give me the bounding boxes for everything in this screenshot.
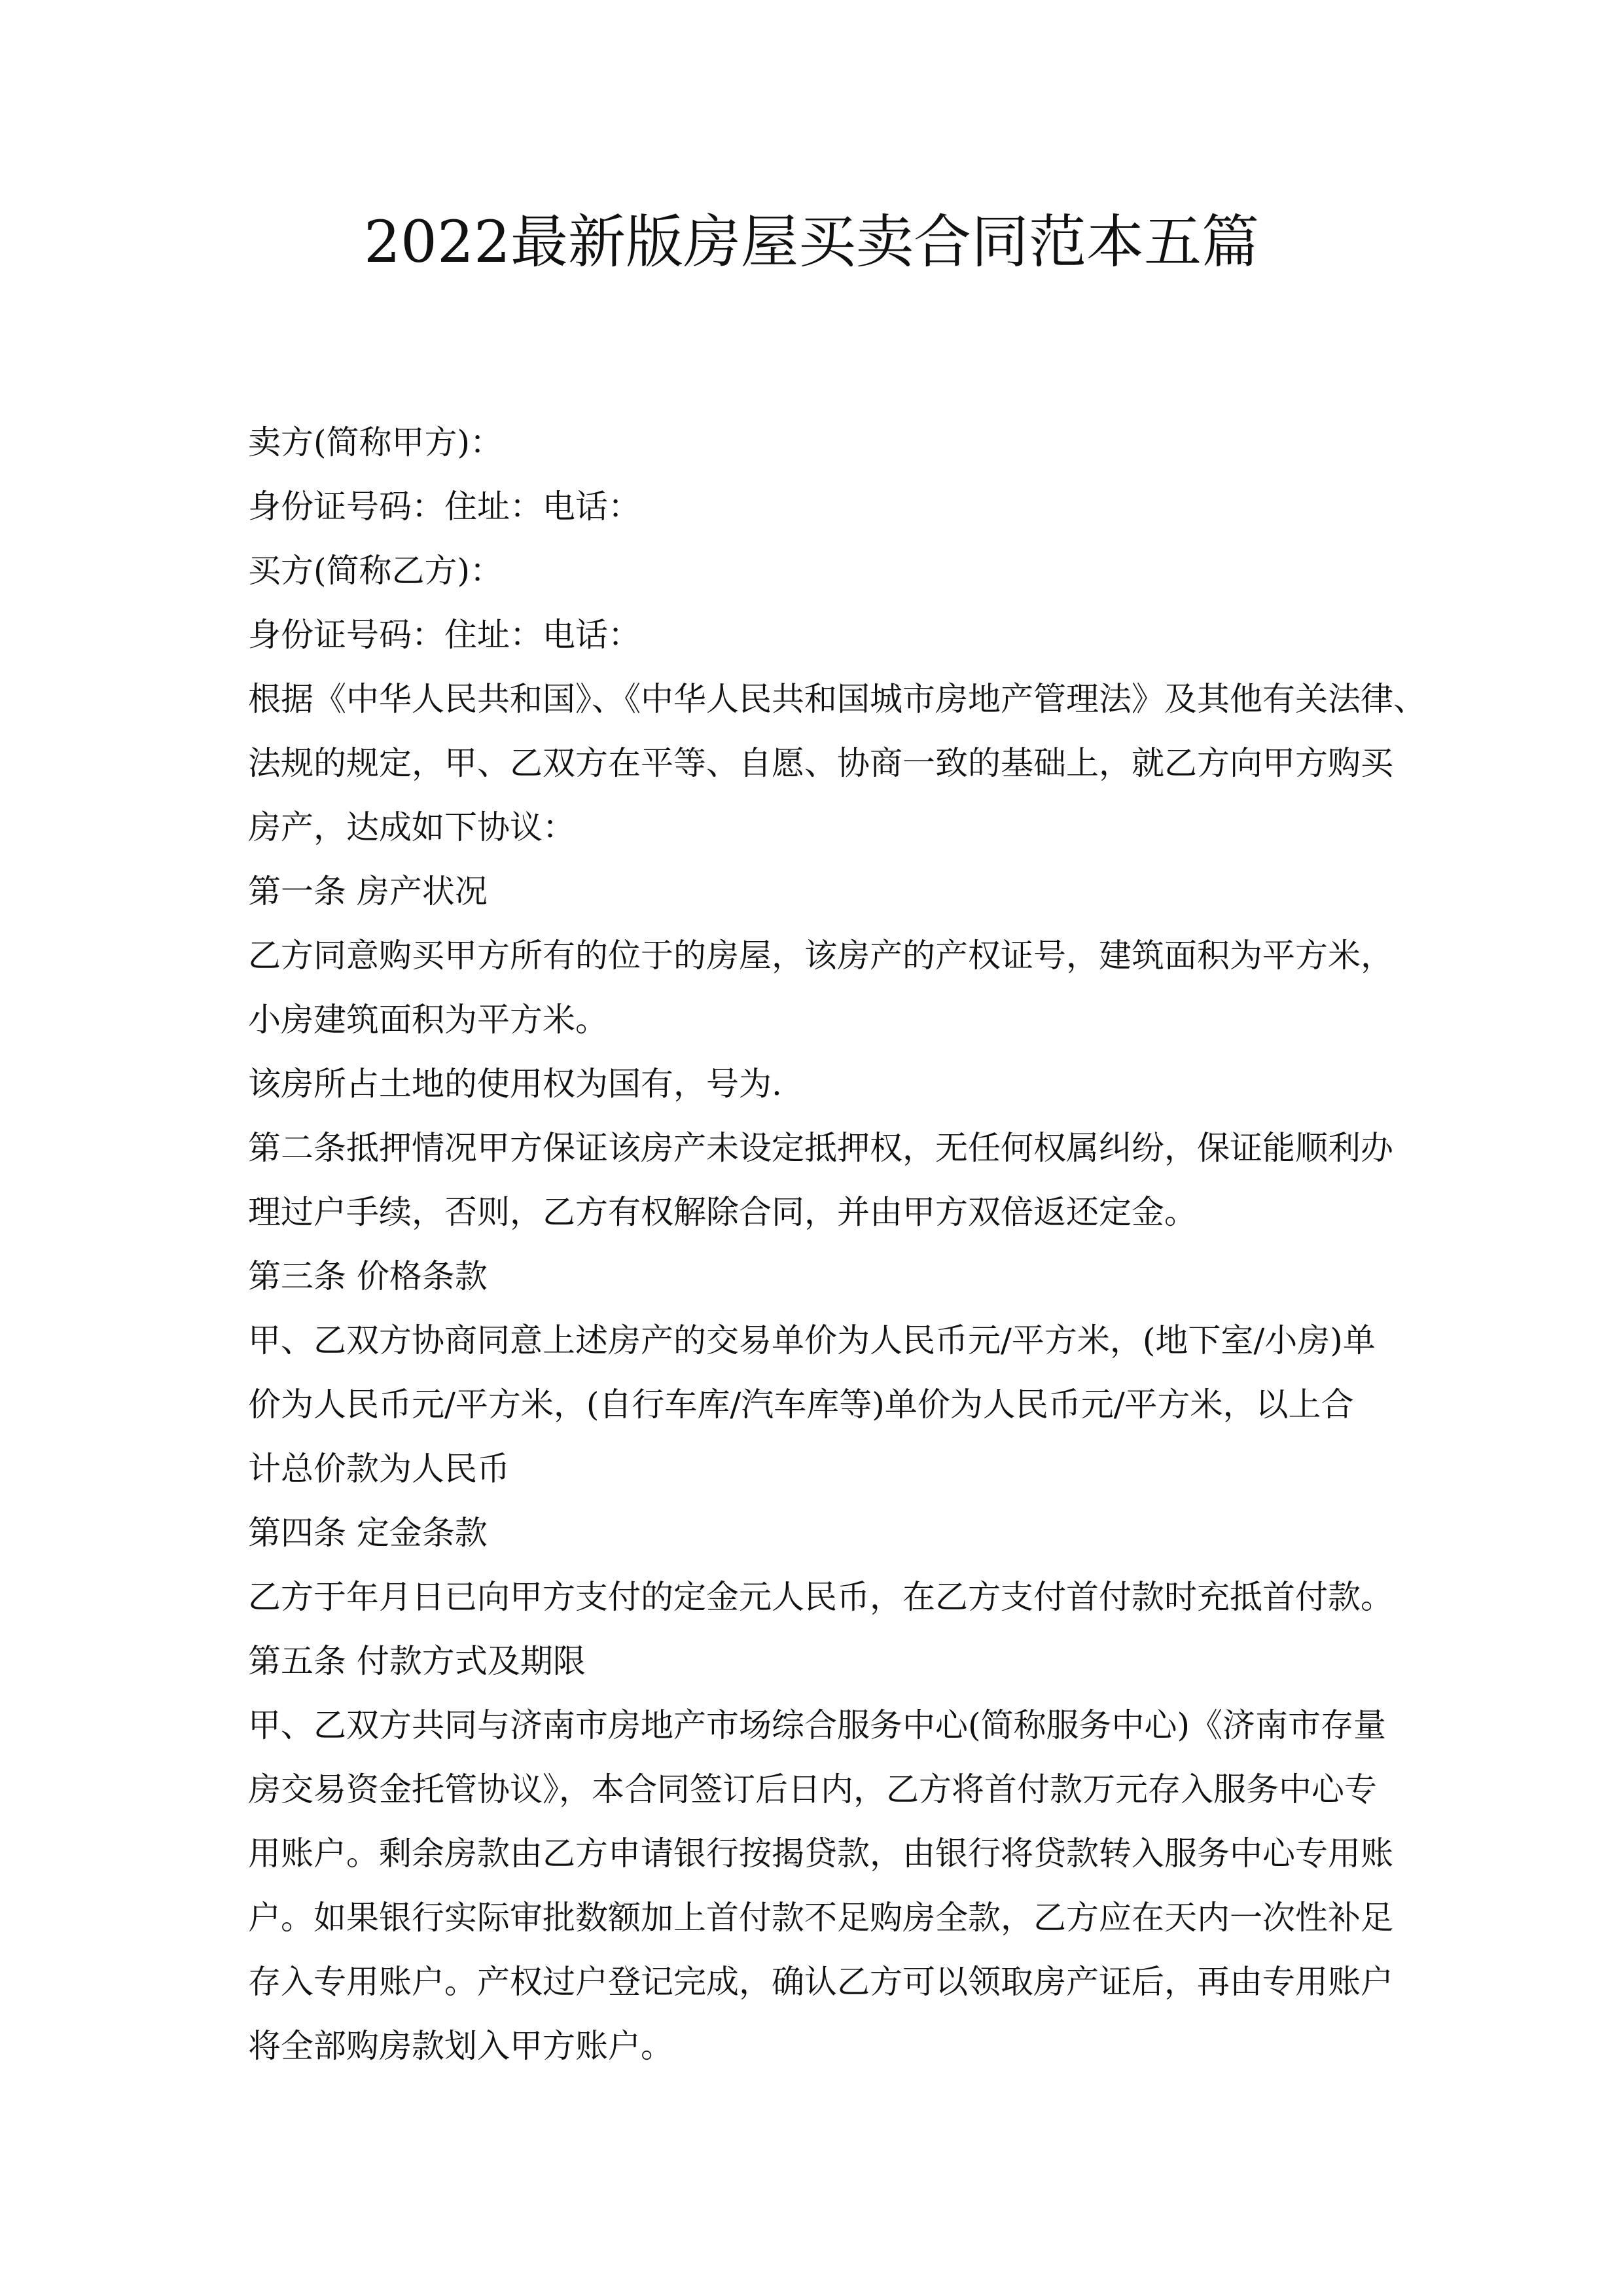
text-line: 甲、乙双方共同与济南市房地产市场综合服务中心(简称服务中心)《济南市存量 xyxy=(248,1706,1387,1744)
document-title: 2022最新版房屋买卖合同范本五篇 xyxy=(364,208,1259,276)
text-line: 乙方于年月日已向甲方支付的定金元人民币，在乙方支付首付款时充抵首付款。 xyxy=(248,1578,1393,1616)
text-line: 乙方同意购买甲方所有的位于的房屋，该房产的产权证号，建筑面积为平方米， xyxy=(248,937,1393,975)
text-line: 甲、乙双方协商同意上述房产的交易单价为人民币元/平方米，(地下室/小房)单 xyxy=(248,1321,1376,1359)
text-line: 价为人民币元/平方米，(自行车库/汽车库等)单价为人民币元/平方米，以上合 xyxy=(248,1386,1354,1424)
text-line: 卖方(简称甲方)： xyxy=(248,423,503,461)
text-line: 该房所占土地的使用权为国有，号为. xyxy=(248,1065,782,1103)
text-line: 第四条 定金条款 xyxy=(248,1514,488,1552)
text-line: 第五条 付款方式及期限 xyxy=(248,1642,586,1680)
text-line: 身份证号码：住址：电话： xyxy=(248,616,641,654)
text-line: 存入专用账户。产权过户登记完成，确认乙方可以领取房产证后，再由专用账户 xyxy=(248,1963,1393,2001)
text-line: 小房建筑面积为平方米。 xyxy=(248,1001,608,1039)
text-line: 法规的规定，甲、乙双方在平等、自愿、协商一致的基础上，就乙方向甲方购买 xyxy=(248,744,1393,782)
text-line: 买方(简称乙方)： xyxy=(248,552,503,590)
text-line: 房交易资金托管协议》，本合同签订后日内，乙方将首付款万元存入服务中心专 xyxy=(248,1770,1377,1808)
text-line: 第一条 房产状况 xyxy=(248,872,488,910)
text-line: 第二条抵押情况甲方保证该房产未设定抵押权，无任何权属纠纷，保证能顺利办 xyxy=(248,1129,1393,1167)
text-line: 理过户手续，否则，乙方有权解除合同，并由甲方双倍返还定金。 xyxy=(248,1193,1197,1231)
text-line: 将全部购房款划入甲方账户。 xyxy=(248,2027,673,2065)
text-line: 用账户。剩余房款由乙方申请银行按揭贷款，由银行将贷款转入服务中心专用账 xyxy=(248,1835,1393,1873)
document-body xyxy=(248,410,1426,2078)
text-line: 户。如果银行实际审批数额加上首付款不足购房全款，乙方应在天内一次性补足 xyxy=(248,1899,1393,1937)
text-line: 第三条 价格条款 xyxy=(248,1257,488,1295)
text-line: 房产，达成如下协议： xyxy=(248,808,575,846)
text-line: 计总价款为人民币 xyxy=(248,1450,510,1488)
text-line: 根据《中华人民共和国》、《中华人民共和国城市房地产管理法》及其他有关法律、 xyxy=(248,680,1426,718)
text-line: 身份证号码：住址：电话： xyxy=(248,488,641,526)
